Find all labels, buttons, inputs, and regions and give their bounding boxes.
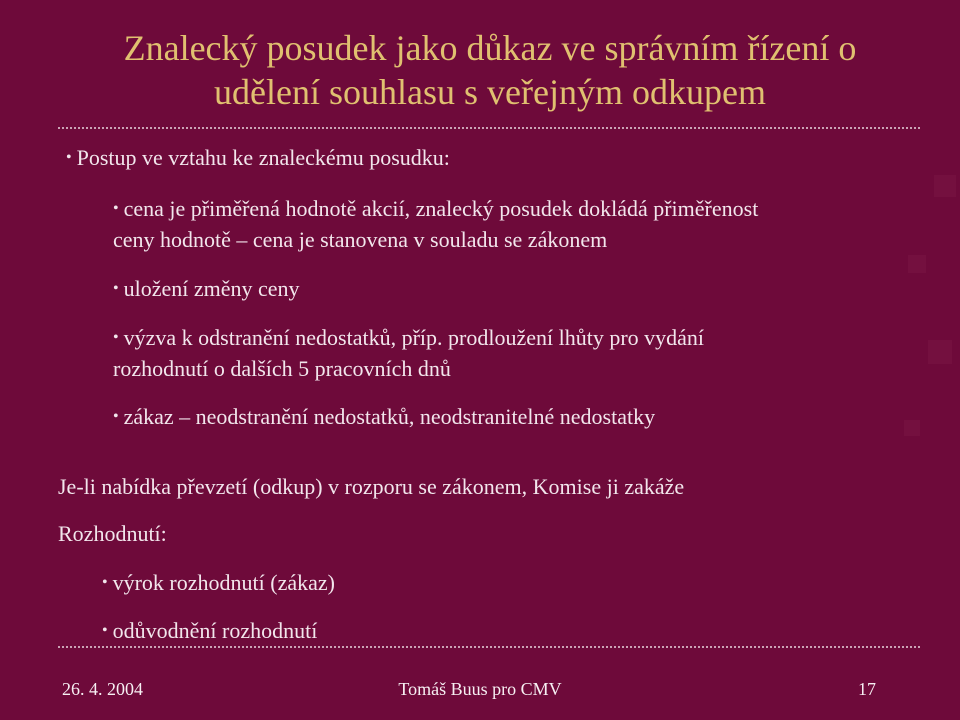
- bullet-item-3: [113, 323, 704, 356]
- bullet-text: uložení změny ceny: [123, 276, 300, 301]
- bullet-text: výzva k odstranění nedostatků, příp. prodloužení lhůty pro vydání: [123, 325, 705, 350]
- bullet-glyph: •: [113, 280, 119, 297]
- bullet-glyph: •: [113, 200, 119, 217]
- bottom-divider: [58, 646, 920, 648]
- title-line-1: Znalecký posudek jako důkaz ve správním řízení o: [123, 28, 857, 68]
- bullet-item-2: [113, 274, 300, 307]
- deco-square: [934, 175, 956, 197]
- deco-square: [928, 340, 952, 364]
- decision-item-1: [102, 568, 335, 601]
- bullet-glyph: •: [102, 574, 108, 591]
- bullet-glyph: •: [113, 329, 119, 346]
- bullet-glyph: •: [66, 149, 72, 166]
- bullet-item-3-cont: rozhodnutí o dalších 5 pracovních dnů: [113, 356, 451, 381]
- top-divider: [58, 127, 920, 129]
- bullet-item-4: [113, 402, 655, 435]
- footer-page-number: 17: [858, 679, 876, 699]
- bullet-text: zákaz – neodstranění nedostatků, neodstranitelné nedostatky: [123, 404, 656, 429]
- bullet-item-1-cont: ceny hodnotě – cena je stanovena v souladu se zákonem: [113, 227, 608, 252]
- deco-square: [908, 255, 926, 273]
- decision-item-2: [102, 616, 317, 649]
- bullet-text: odůvodnění rozhodnutí: [112, 618, 318, 643]
- bullet-level1: [66, 143, 450, 176]
- bullet-text: výrok rozhodnutí (zákaz): [112, 570, 335, 595]
- bullet-item-1: [113, 194, 758, 227]
- title-line-2: udělení souhlasu s veřejným odkupem: [214, 72, 766, 112]
- bullet-glyph: •: [113, 408, 119, 425]
- paragraph-2: Rozhodnutí:: [58, 521, 167, 546]
- paragraph-1: Je-li nabídka převzetí (odkup) v rozporu se zákonem, Komise ji zakáže: [58, 474, 685, 499]
- bullet-text: cena je přiměřená hodnotě akcií, znalecký posudek dokládá přiměřenost: [123, 196, 759, 221]
- bullet-glyph: •: [102, 622, 108, 639]
- deco-square: [904, 420, 920, 436]
- slide-title: [60, 26, 920, 114]
- footer-author: Tomáš Buus pro CMV: [398, 679, 562, 699]
- footer-date: 26. 4. 2004: [62, 679, 143, 699]
- bullet-text: Postup ve vztahu ke znaleckému posudku:: [76, 145, 450, 170]
